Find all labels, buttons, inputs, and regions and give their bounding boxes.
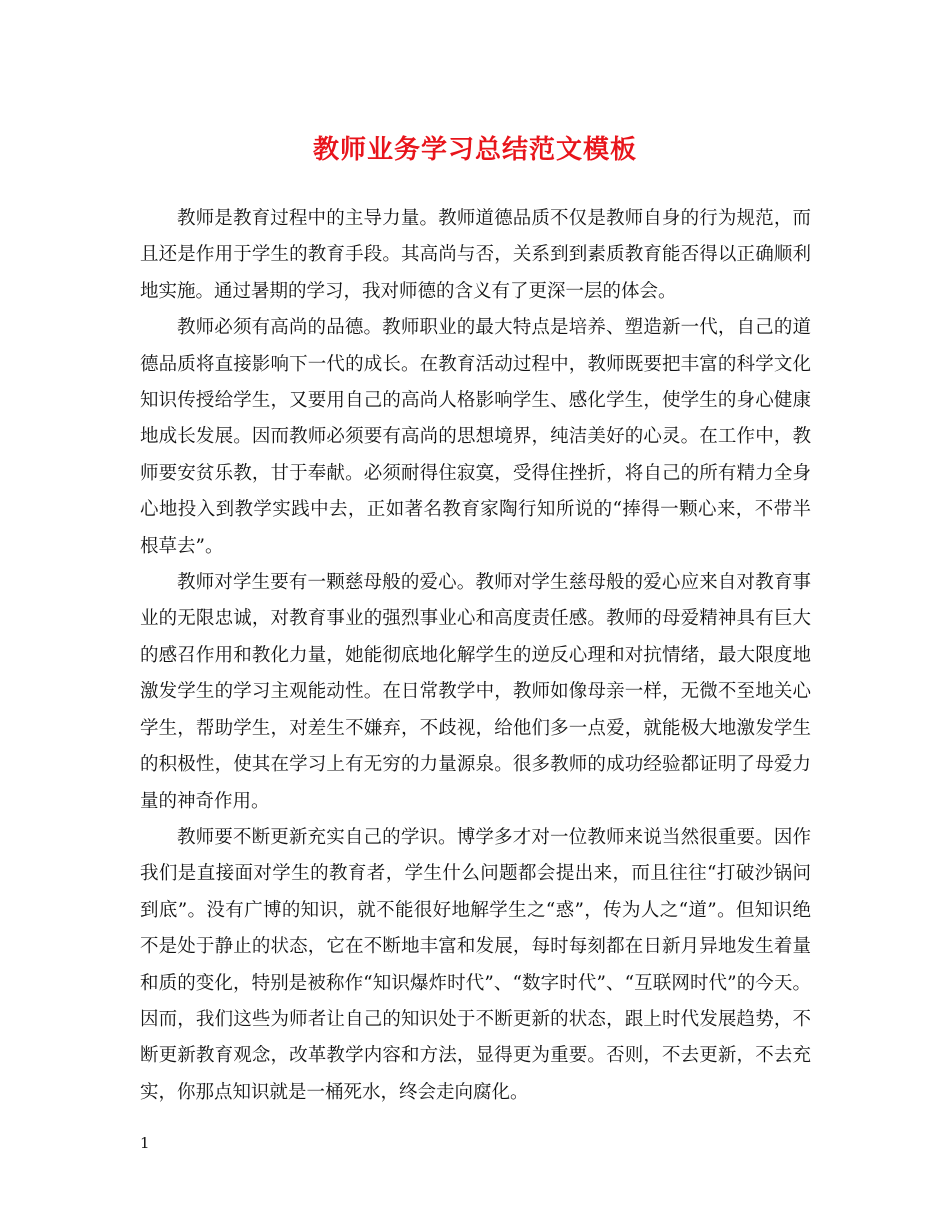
paragraph-3: 教师对学生要有一颗慈母般的爱心。教师对学生慈母般的爱心应来自对教育事业的无限忠诚，对教育事业的强烈事业心和高度责任感。教师的母爱精神具有巨大的感召作用和教化力量，她能彻底地化解学生的逆反心理和对抗情绪，最大限度地激发学生的学习主观能动性。在日常教学中，教师如像母亲一样，无微不至地关心学生，帮助学生，对差生不嫌弃，不歧视，给他们多一点爱，就能极大地激发学生的积极性，使其在学习上有无穷的力量源泉。很多教师的成功经验都证明了母爱力量的神奇作用。 [140,572,811,812]
document-title: 教师业务学习总结范文模板 [312,135,637,165]
paragraph-1: 教师是教育过程中的主导力量。教师道德品质不仅是教师自身的行为规范，而且还是作用于学生的教育手段。其高尚与否，关系到到素质教育能否得以正确顺利地实施。通过暑期的学习，我对师德的含义有了更深一层的体会。 [140,208,811,302]
paragraph-4: 教师要不断更新充实自己的学识。博学多才对一位教师来说当然很重要。因作我们是直接面对学生的教育者，学生什么问题都会提出来，而且往往“打破沙锅问到底”。没有广博的知识，就不能很好地解学生之“惑”，传为人之“道”。但知识绝不是处于静止的状态，它在不断地丰富和发展，每时每刻都在日新月异地发生着量和质的变化，特别是被称作“知识爆炸时代”、“数字时代”、“互联网时代”的今天。因而，我们这些为师者让自己的知识处于不断更新的状态，跟上时代发展趋势，不断更新教育观念，改革教学内容和方法，显得更为重要。否则，不去更新，不去充实，你那点知识就是一桶死水，终会走向腐化。 [140,826,811,1103]
document-body [140,201,811,1111]
page-number: 1 [140,1134,150,1152]
paragraph-2: 教师必须有高尚的品德。教师职业的最大特点是培养、塑造新一代，自己的道德品质将直接影响下一代的成长。在教育活动过程中，教师既要把丰富的科学文化知识传授给学生，又要用自己的高尚人格影响学生、感化学生，使学生的身心健康地成长发展。因而教师必须要有高尚的思想境界，纯洁美好的心灵。在工作中，教师要安贫乐教，甘于奉献。必须耐得住寂寞，受得住挫折，将自己的所有精力全身心地投入到教学实践中去，正如著名教育家陶行知所说的“捧得一颗心来，不带半根草去”。 [140,317,811,557]
